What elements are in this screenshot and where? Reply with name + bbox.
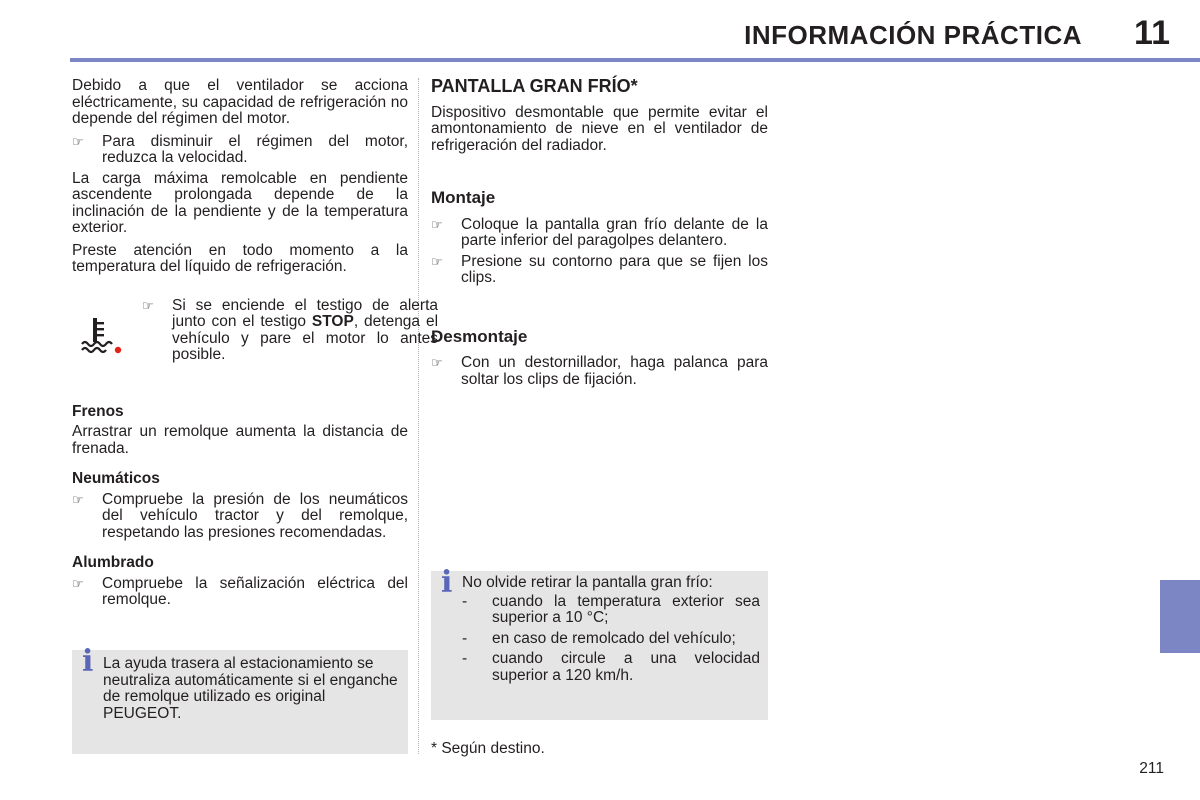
pointing-hand-icon: ☞	[72, 575, 84, 591]
chapter-side-tab	[1160, 580, 1200, 653]
paragraph-max-load: La carga máxima remolcable en pendiente ascendente prolongada depende de la inclinación de la pendiente y de la temperatura exterior.	[72, 169, 408, 236]
bullet-reduce-speed	[72, 134, 408, 167]
dash-marker: -	[462, 629, 468, 647]
paragraph-fan: Debido a que el ventilador se acciona eléctricamente, su capacidad de refrigeración no depende del régimen del motor.	[72, 77, 408, 127]
bullet-text: Compruebe la señalización eléctrica del remolque.	[102, 574, 408, 608]
heading-desmontaje: Desmontaje	[431, 326, 528, 346]
page-title: INFORMACIÓN PRÁCTICA	[744, 20, 1082, 50]
column-divider	[418, 78, 419, 754]
info-item-text: cuando circule a una velocidad superior a 120 km/h.	[492, 650, 760, 684]
info-icon: i	[441, 565, 453, 600]
warning-text-after: , detenga el vehículo y pare el motor lo antes posible.	[172, 313, 439, 363]
info-item	[462, 651, 760, 684]
bullet-desmontaje-1	[431, 355, 768, 388]
section-title: PANTALLA GRAN FRÍO*	[431, 76, 638, 96]
footnote: * Según destino.	[431, 740, 545, 757]
info-item	[462, 631, 760, 648]
info-intro: No olvide retirar la pantalla gran frío:	[462, 574, 713, 591]
bullet-montaje-1	[431, 217, 768, 250]
bullet-text: Para disminuir el régimen del motor, reduzca la velocidad.	[102, 132, 408, 166]
info-item	[462, 594, 760, 627]
bullet-neumaticos	[72, 492, 408, 542]
middle-column	[431, 78, 768, 392]
pointing-hand-icon: ☞	[72, 133, 84, 149]
heading-frenos: Frenos	[72, 402, 124, 420]
pointing-hand-icon: ☞	[431, 253, 443, 269]
pointing-hand-icon: ☞	[431, 216, 443, 232]
page-number: 211	[1139, 760, 1164, 777]
heading-alumbrado: Alumbrado	[72, 554, 154, 571]
info-icon: i	[82, 644, 94, 679]
stop-label: STOP	[311, 313, 354, 330]
heading-neumaticos: Neumáticos	[72, 470, 160, 487]
pointing-hand-icon: ☞	[431, 355, 443, 370]
bullet-text: Compruebe la presión de los neumáticos del vehículo tractor y del remolque, respetando las presiones recomendadas.	[102, 490, 408, 541]
info-box-remove-screen	[431, 565, 768, 720]
pointing-hand-icon: ☞	[72, 491, 84, 507]
coolant-warning	[72, 296, 439, 390]
info-box-parking-aid	[72, 644, 408, 754]
paragraph-intro: Dispositivo desmontable que permite evitar el amontonamiento de nieve en el ventilador de refrigeración del radiador.	[431, 103, 768, 154]
dash-marker: -	[462, 592, 468, 610]
warning-bullet	[142, 298, 438, 364]
bullet-alumbrado	[72, 576, 408, 609]
paragraph-coolant: Preste atención en todo momento a la temperatura del líquido de refrigeración.	[72, 241, 408, 275]
info-item-text: en caso de remolcado del vehículo;	[492, 629, 736, 647]
heading-montaje: Montaje	[431, 188, 496, 207]
chapter-number: 11	[1134, 14, 1170, 52]
bullet-text: Coloque la pantalla gran frío delante de la parte inferior del paragolpes delantero.	[461, 215, 768, 249]
info-text: La ayuda trasera al estacionamiento se neutraliza automáticamente si el enganche de remolque utilizado es original PEUGEOT.	[103, 655, 398, 722]
coolant-temperature-icon	[76, 312, 124, 360]
info-text	[462, 575, 760, 688]
warning-text-before: Si se enciende el testigo de alerta junto con el testigo	[172, 296, 438, 330]
paragraph-frenos: Arrastrar un remolque aumenta la distancia de frenada.	[72, 423, 408, 457]
info-item-text: cuando la temperatura exterior sea superior a 10 °C;	[492, 592, 760, 626]
pointing-hand-icon: ☞	[142, 297, 154, 313]
left-column	[72, 77, 439, 613]
dash-marker: -	[462, 650, 468, 667]
bullet-montaje-2	[431, 254, 768, 287]
header-rule	[70, 58, 1200, 62]
bullet-text: Con un destornillador, haga palanca para soltar los clips de fijación.	[461, 354, 768, 388]
bullet-text: Presione su contorno para que se fijen los clips.	[461, 252, 768, 286]
